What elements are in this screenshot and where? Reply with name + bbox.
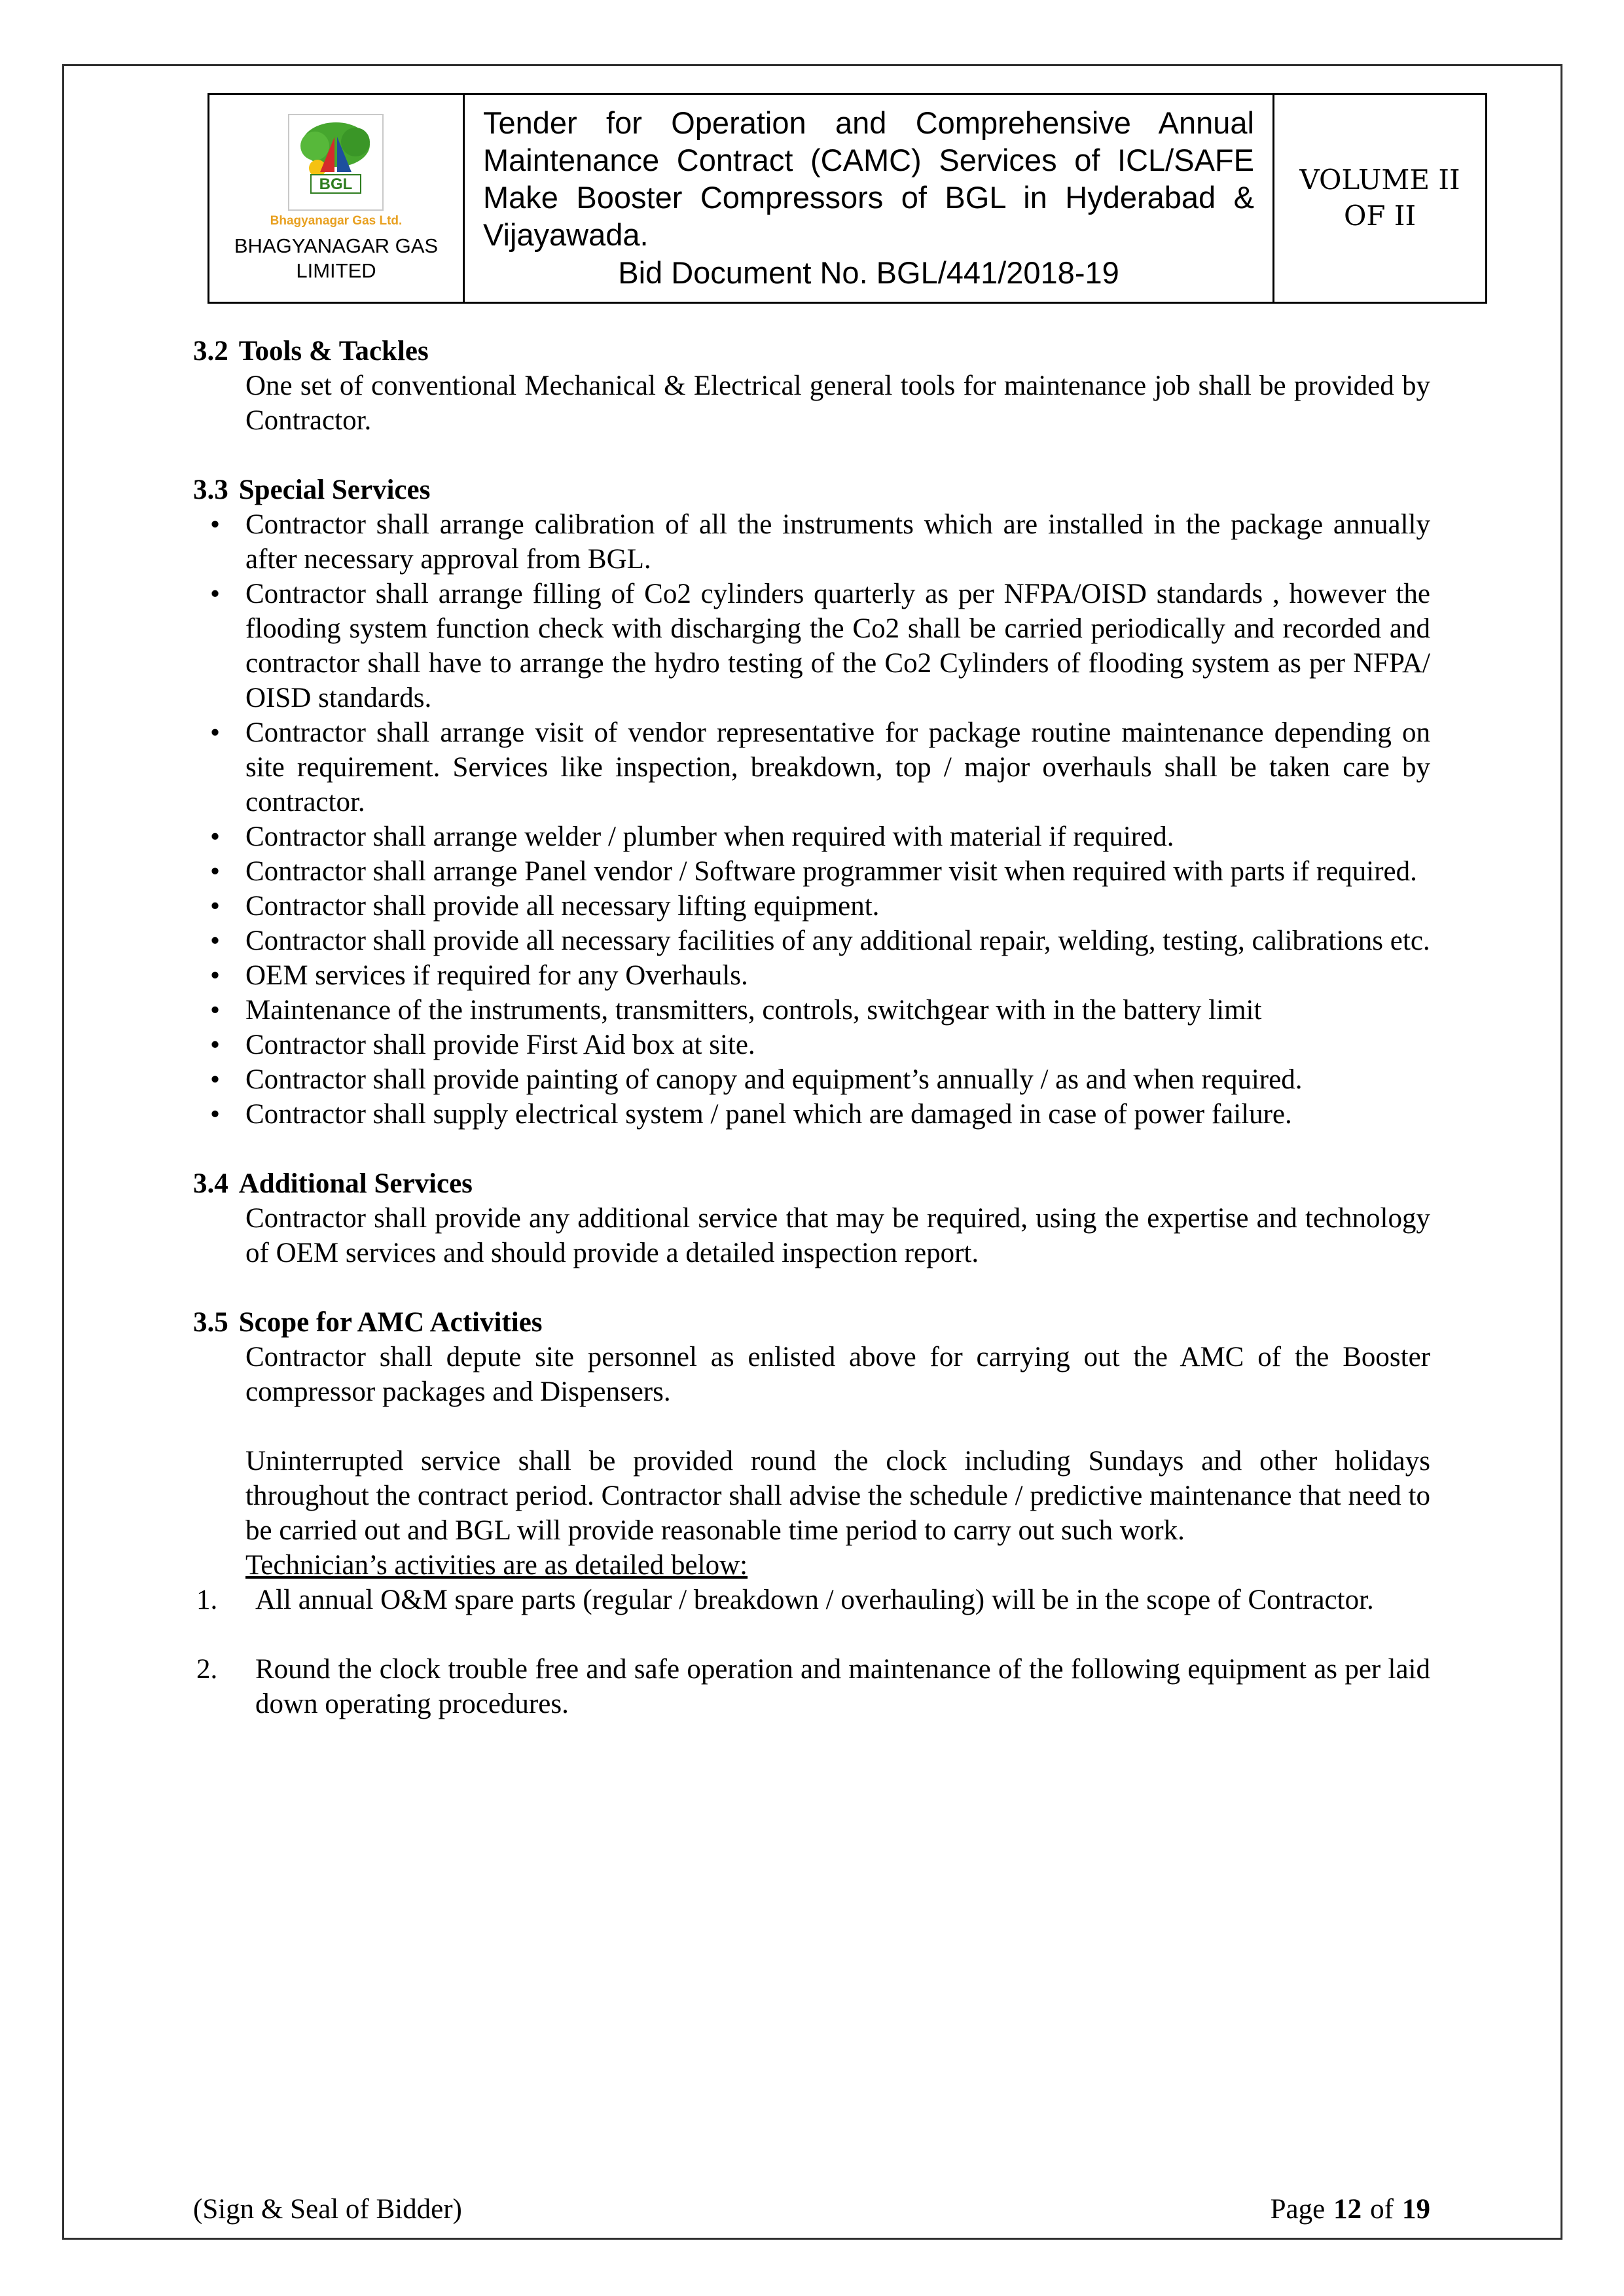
bullet-marker: •: [210, 509, 221, 540]
bullet-marker: •: [210, 960, 221, 991]
list-item: [193, 1062, 1430, 1097]
footer-of-label: of: [1370, 2194, 1394, 2225]
list-item-text: Contractor shall arrange Panel vendor / Software programmer visit when required with parts if required.: [245, 856, 1417, 887]
bullet-marker: •: [210, 995, 221, 1026]
section-number: 3.3: [193, 475, 228, 505]
section-3-5-paragraph-2: Uninterrupted service shall be provided round the clock including Sundays and other holidays throughout the contract period. Contractor shall advise the schedule / predictive maintenance that need to be carried out and BGL will provide reasonable time period to carry out such work.: [245, 1446, 1430, 1546]
section-3-5-paragraph-1: Contractor shall depute site personnel as enlisted above for carrying out the AMC of the Booster compressor packages and Dispensers.: [245, 1342, 1430, 1407]
list-item: [193, 577, 1430, 715]
list-item: [193, 715, 1430, 819]
list-item-text: Maintenance of the instruments, transmitters, controls, switchgear with in the battery limit: [245, 995, 1262, 1026]
list-item: [193, 854, 1430, 889]
document-body: [193, 334, 1430, 1721]
logo-cell: [209, 94, 464, 303]
bullet-marker: •: [210, 1064, 221, 1095]
section-heading-3-4: [193, 1166, 1430, 1201]
footer-total-pages: 19: [1402, 2194, 1430, 2225]
list-item-text: Contractor shall arrange calibration of all the instruments which are installed in the package annually after necessary approval from BGL.: [245, 509, 1430, 575]
underlined-text: Technician’s activities are as detailed below:: [245, 1550, 748, 1581]
list-item-text: Contractor shall arrange visit of vendor representative for package routine maintenance depending on site requirement. Services like inspection, breakdown, top / major overhauls shall be taken care by contractor.: [245, 717, 1430, 817]
section-title: Additional Services: [238, 1168, 473, 1199]
section-title: Scope for AMC Activities: [238, 1307, 543, 1338]
item-text: All annual O&M spare parts (regular / breakdown / overhauling) will be in the scope of Contractor.: [255, 1585, 1374, 1615]
section-title: Tools & Tackles: [238, 336, 429, 367]
list-item: [193, 507, 1430, 577]
bullet-marker: •: [210, 717, 221, 748]
list-item-text: Contractor shall provide all necessary lifting equipment.: [245, 891, 880, 922]
technician-activities-intro: [245, 1548, 1430, 1583]
numbered-item: [193, 1583, 1430, 1617]
item-number: 1.: [196, 1585, 218, 1615]
section-number: 3.5: [193, 1307, 228, 1338]
page-content: [193, 93, 1460, 1721]
list-item: [193, 1028, 1430, 1062]
bid-document-number: Bid Document No. BGL/441/2018-19: [618, 255, 1119, 290]
footer-page-label: Page: [1270, 2194, 1326, 2225]
section-3-2-paragraph: One set of conventional Mechanical & Electrical general tools for maintenance job shall be provided by Contractor.: [245, 370, 1430, 436]
footer-page-number: 12: [1333, 2194, 1362, 2225]
bullet-marker: •: [210, 856, 221, 887]
tender-title: Tender for Operation and Comprehensive Annual Maintenance Contract (CAMC) Services of ICL/SAFE Make Booster Compressors of BGL in Hyderabad & Vijayawada.: [483, 105, 1254, 252]
list-item: [193, 993, 1430, 1028]
tender-title-cell: [464, 94, 1274, 303]
section-title: Special Services: [238, 475, 431, 505]
section-heading-3-5: [193, 1305, 1430, 1340]
list-item-text: Contractor shall provide painting of canopy and equipment’s annually / as and when required.: [245, 1064, 1303, 1095]
header-table: [208, 93, 1487, 304]
list-item-text: OEM services if required for any Overhauls.: [245, 960, 748, 991]
company-logo: [270, 113, 403, 228]
footer-sign-seal: (Sign & Seal of Bidder): [193, 2194, 462, 2225]
section-number: 3.2: [193, 336, 228, 367]
volume-line-1: VOLUME II: [1299, 164, 1460, 196]
company-name: BHAGYANAGAR GAS LIMITED: [234, 234, 439, 282]
bullet-marker: •: [210, 579, 221, 609]
list-item-text: Contractor shall arrange welder / plumber when required with material if required.: [245, 821, 1174, 852]
bullet-marker: •: [210, 925, 221, 956]
list-item: [193, 889, 1430, 924]
section-heading-3-2: [193, 334, 1430, 368]
volume-cell: [1274, 94, 1487, 303]
bullet-marker: •: [210, 891, 221, 922]
volume-line-2: OF II: [1343, 200, 1416, 232]
company-logo-graphic: [277, 113, 395, 211]
bullet-marker: •: [210, 821, 221, 852]
numbered-item: [193, 1652, 1430, 1721]
section-number: 3.4: [193, 1168, 228, 1199]
item-number: 2.: [196, 1654, 218, 1685]
list-item: [193, 924, 1430, 958]
item-text: Round the clock trouble free and safe operation and maintenance of the following equipment as per laid down operating procedures.: [255, 1654, 1430, 1719]
bullet-marker: •: [210, 1030, 221, 1060]
logo-subtitle: Bhagyanagar Gas Ltd.: [270, 214, 403, 228]
bullet-marker: •: [210, 1099, 221, 1130]
section-heading-3-3: [193, 473, 1430, 507]
list-item-text: Contractor shall provide First Aid box at site.: [245, 1030, 755, 1060]
list-item-text: Contractor shall provide all necessary facilities of any additional repair, welding, testing, calibrations etc.: [245, 925, 1430, 956]
list-item: [193, 958, 1430, 993]
list-item-text: Contractor shall arrange filling of Co2 cylinders quarterly as per NFPA/OISD standards , however the flooding system function check with discharging the Co2 shall be carried periodically and recorded and contractor shall have to arrange the hydro testing of the Co2 Cylinders of flooding system as per NFPA/ OISD standards.: [245, 579, 1430, 713]
list-item-text: Contractor shall supply electrical system / panel which are damaged in case of power failure.: [245, 1099, 1292, 1130]
list-item: [193, 1097, 1430, 1132]
footer-page-indicator: [1271, 2193, 1430, 2225]
section-3-4-paragraph: Contractor shall provide any additional service that may be required, using the expertise and technology of OEM services and should provide a detailed inspection report.: [245, 1203, 1430, 1268]
logo-abbr-text: BGL: [319, 175, 353, 194]
list-item: [193, 819, 1430, 854]
page-footer: [193, 2193, 1430, 2225]
